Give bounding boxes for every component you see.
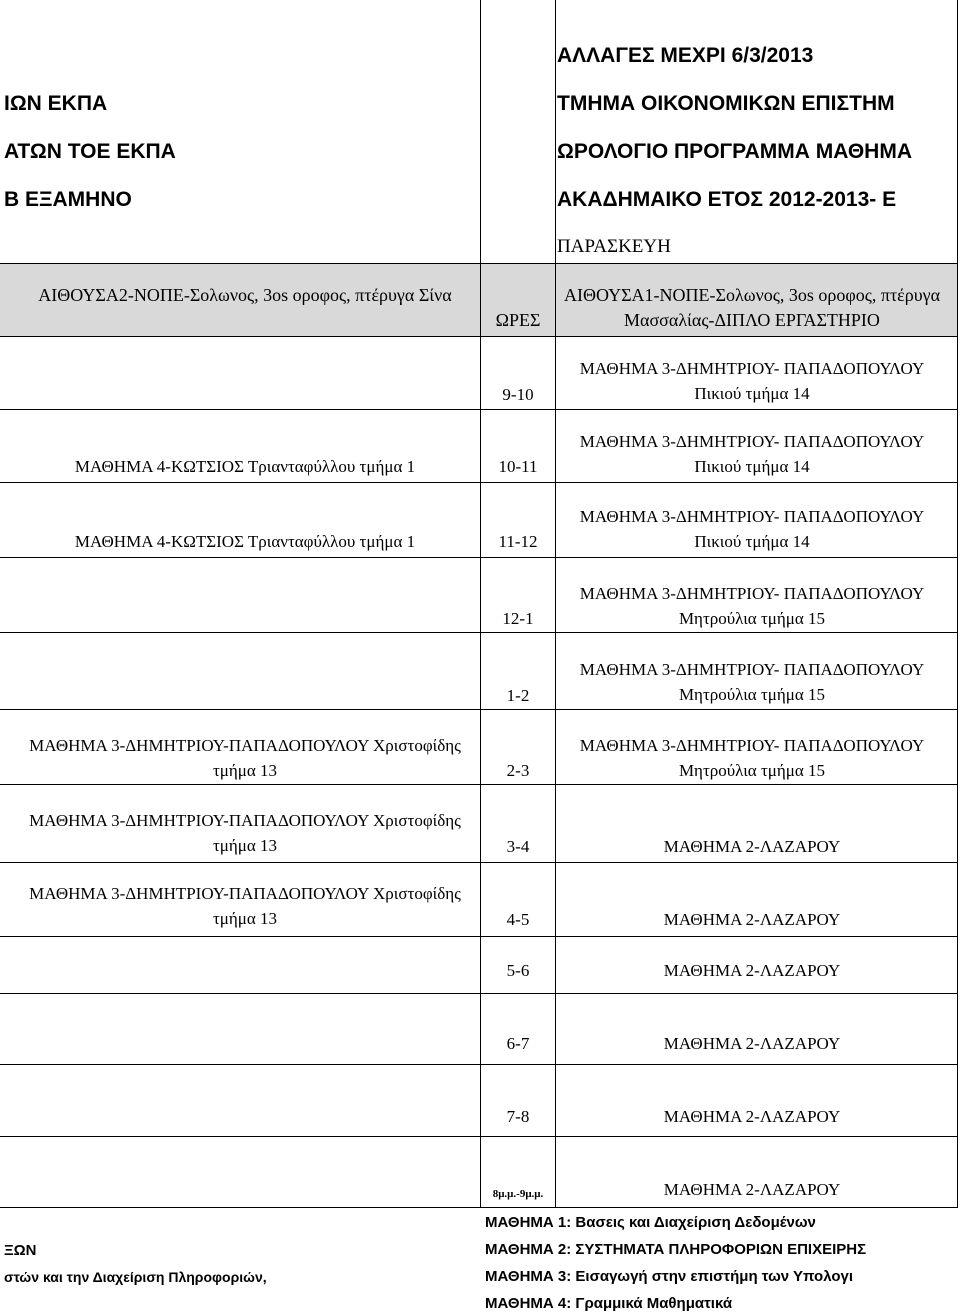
grid-line xyxy=(0,709,958,710)
hour-cell: 4-5 xyxy=(506,910,530,929)
left-heading-1: ΙΩΝ ΕΚΠΑ xyxy=(4,92,108,115)
left-session-cell: ΜΑΘΗΜΑ 3-ΔΗΜΗΤΡΙΟΥ-ΠΑΠΑΔΟΠΟΥΛΟΥ Χριστοφίδης τμήμα 13 xyxy=(29,811,461,855)
right-session-cell: ΜΑΘΗΜΑ 2-ΛΑΖΑΡΟΥ xyxy=(663,1180,841,1199)
grid-line xyxy=(957,0,958,1208)
right-session-cell: ΜΑΘΗΜΑ 2-ΛΑΖΑΡΟΥ xyxy=(663,910,841,929)
hour-cell: 1-2 xyxy=(506,686,530,705)
grid-line xyxy=(0,1064,958,1065)
right-session-cell: ΜΑΘΗΜΑ 2-ΛΑΖΑΡΟΥ xyxy=(663,1034,841,1053)
legend-course-4: ΜΑΘΗΜΑ 4: Γραμμικά Μαθηματικά xyxy=(485,1295,733,1312)
legend-course-2: ΜΑΘΗΜΑ 2: ΣΥΣΤΗΜΑΤΑ ΠΛΗΡΟΦΟΡΙΩΝ ΕΠΙΧΕΙΡΗΣ xyxy=(485,1241,867,1258)
grid-line xyxy=(0,557,958,558)
right-session-cell: ΜΑΘΗΜΑ 3-ΔΗΜΗΤΡΙΟΥ- ΠΑΠΑΔΟΠΟΥΛΟΥ Μητρούλια τμήμα 15 xyxy=(579,584,925,628)
hour-cell: 6-7 xyxy=(506,1034,530,1053)
right-session-cell: ΜΑΘΗΜΑ 2-ΛΑΖΑΡΟΥ xyxy=(663,1107,841,1126)
grid-line xyxy=(0,993,958,994)
right-session-cell: ΜΑΘΗΜΑ 2-ΛΑΖΑΡΟΥ xyxy=(663,961,841,980)
grid-line xyxy=(0,1136,958,1137)
left-heading-2: ΑΤΩΝ ΤΟΕ ΕΚΠΑ xyxy=(4,140,176,163)
hours-header: ΩΡΕΣ xyxy=(495,310,541,330)
hour-cell: 9-10 xyxy=(502,385,534,404)
department-title: ΤΜΗΜΑ ΟΙΚΟΝΟΜΙΚΩΝ ΕΠΙΣΤΗΜ xyxy=(557,92,895,115)
hour-cell: 3-4 xyxy=(506,837,530,856)
grid-line xyxy=(0,336,958,337)
grid-line xyxy=(0,409,958,410)
grid-line xyxy=(0,482,958,483)
hour-cell: 7-8 xyxy=(506,1107,530,1126)
hour-cell: 5-6 xyxy=(506,961,530,980)
right-session-cell: ΜΑΘΗΜΑ 3-ΔΗΜΗΤΡΙΟΥ- ΠΑΠΑΔΟΠΟΥΛΟΥ Πικιού τμήμα 14 xyxy=(579,359,925,403)
grid-line xyxy=(0,1207,958,1208)
right-session-cell: ΜΑΘΗΜΑ 3-ΔΗΜΗΤΡΙΟΥ- ΠΑΠΑΔΟΠΟΥΛΟΥ Πικιού τμήμα 14 xyxy=(579,432,925,476)
grid-line xyxy=(480,0,481,1208)
right-session-cell: ΜΑΘΗΜΑ 3-ΔΗΜΗΤΡΙΟΥ- ΠΑΠΑΔΟΠΟΥΛΟΥ Μητρούλια τμήμα 15 xyxy=(579,660,925,704)
grid-line xyxy=(0,936,958,937)
hour-cell: 11-12 xyxy=(498,532,538,551)
left-session-cell: ΜΑΘΗΜΑ 3-ΔΗΜΗΤΡΙΟΥ-ΠΑΠΑΔΟΠΟΥΛΟΥ Χριστοφίδης τμήμα 13 xyxy=(29,736,461,780)
footer-left-line-1: ΞΩΝ xyxy=(4,1242,37,1259)
hour-cell: 8μ.μ.-9μ.μ. xyxy=(492,1188,544,1200)
left-session-cell: ΜΑΘΗΜΑ 4-ΚΩΤΣΙΟΣ Τριανταφύλλου τμήμα 1 xyxy=(74,457,416,476)
left-session-cell: ΜΑΘΗΜΑ 4-ΚΩΤΣΙΟΣ Τριανταφύλλου τμήμα 1 xyxy=(74,532,416,551)
day-label: ΠΑΡΑΣΚΕΥΗ xyxy=(557,236,671,257)
legend-course-1: ΜΑΘΗΜΑ 1: Βασεις και Διαχείριση Δεδομένων xyxy=(485,1214,816,1231)
grid-line xyxy=(0,862,958,863)
grid-line xyxy=(0,784,958,785)
hour-cell: 2-3 xyxy=(506,761,530,780)
legend-course-3: ΜΑΘΗΜΑ 3: Εισαγωγή στην επιστήμη των Υπολογι xyxy=(485,1268,854,1285)
hour-cell: 12-1 xyxy=(502,609,534,628)
grid-line xyxy=(0,632,958,633)
right-session-cell: ΜΑΘΗΜΑ 3-ΔΗΜΗΤΡΙΟΥ- ΠΑΠΑΔΟΠΟΥΛΟΥ Πικιού τμήμα 14 xyxy=(579,507,925,551)
schedule-title: ΩΡΟΛΟΓΙΟ ΠΡΟΓΡΑΜΜΑ ΜΑΘΗΜΑ xyxy=(557,140,913,163)
hour-cell: 10-11 xyxy=(498,457,538,476)
left-room-header: ΑΙΘΟΥΣΑ2-ΝΟΠΕ-Σολωνος, 3os οροφος, πτέρυγα Σίνα xyxy=(38,285,452,305)
changes-title: ΑΛΛΑΓΕΣ ΜΕΧΡΙ 6/3/2013 xyxy=(557,44,814,67)
right-session-cell: ΜΑΘΗΜΑ 3-ΔΗΜΗΤΡΙΟΥ- ΠΑΠΑΔΟΠΟΥΛΟΥ Μητρούλια τμήμα 15 xyxy=(579,736,925,780)
right-session-cell: ΜΑΘΗΜΑ 2-ΛΑΖΑΡΟΥ xyxy=(663,837,841,856)
left-heading-3: Β ΕΞΑΜΗΝΟ xyxy=(4,188,132,211)
academic-year-title: ΑΚΑΔΗΜΑΙΚΟ ΕΤΟΣ 2012-2013- Ε xyxy=(557,188,897,211)
grid-line xyxy=(0,263,958,264)
right-room-header: ΑΙΘΟΥΣΑ1-ΝΟΠΕ-Σολωνος, 3os οροφος, πτέρυγα Μασσαλίας-ΔΙΠΛΟ ΕΡΓΑΣΤΗΡΙΟ xyxy=(563,285,941,330)
left-session-cell: ΜΑΘΗΜΑ 3-ΔΗΜΗΤΡΙΟΥ-ΠΑΠΑΔΟΠΟΥΛΟΥ Χριστοφίδης τμήμα 13 xyxy=(29,884,461,928)
footer-left-line-2: στών και την Διαχείριση Πληροφοριών, xyxy=(4,1269,267,1285)
